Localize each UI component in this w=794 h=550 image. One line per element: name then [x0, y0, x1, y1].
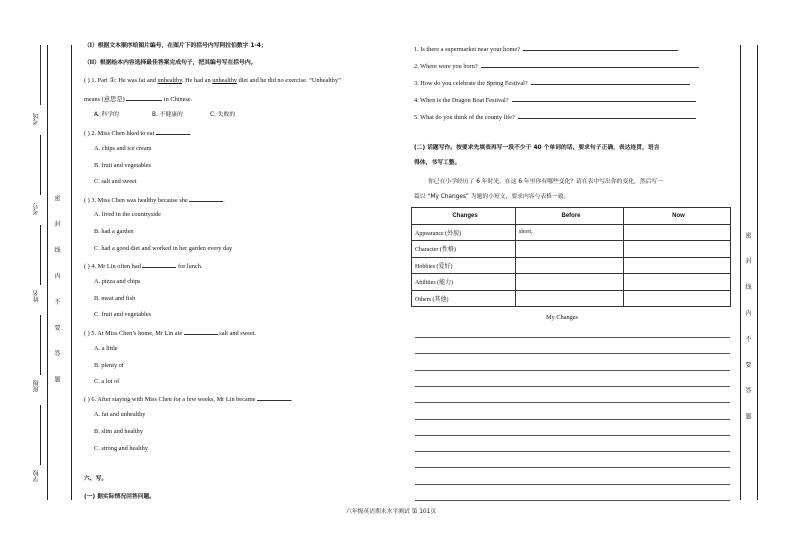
aq4-answer-line[interactable]: [512, 95, 696, 102]
writing-line: [415, 419, 730, 420]
aq1-answer-line[interactable]: [523, 44, 678, 51]
q1-answer-blank[interactable]: [126, 94, 162, 101]
part-2-title-line-2: 得体，书写工整。: [414, 160, 461, 166]
question-4: [84, 261, 203, 271]
table-row: [412, 290, 731, 307]
q1-option-a: A. 科学的: [94, 112, 119, 118]
changes-table: [411, 207, 731, 307]
writing-line: [415, 435, 730, 436]
writing-line: [415, 500, 730, 501]
essay-title: My Changes: [546, 314, 579, 321]
answer-question-1: [414, 44, 678, 54]
cell-abilities-before[interactable]: [516, 274, 624, 291]
aq5-answer-line[interactable]: [518, 112, 696, 119]
aq4-text: 4. When is the Dragon Boat Festival?: [414, 97, 509, 104]
seal-text-left: 密 封 线 内 不 要 答 题: [53, 195, 60, 392]
q6-answer-blank[interactable]: [257, 394, 291, 401]
q2-paren: ( ): [84, 130, 90, 137]
row-label-others: Others (其他): [412, 290, 516, 307]
q4-option-c: C. fruit and vegetables: [94, 311, 152, 318]
q2-answer-blank[interactable]: [156, 128, 190, 135]
question-2: [84, 128, 191, 138]
part-2-title-line-1: (二) 话题写作。按要求先填表再写一段不少于 40 个单词的话，要求句子正确，表达连贯，语言: [414, 145, 660, 151]
q3-end: .: [223, 197, 225, 204]
question-1-line-2: [84, 94, 192, 104]
q3-paren: ( ): [84, 197, 90, 204]
header-now: Now: [624, 208, 731, 225]
field-exam-number-line: [40, 135, 41, 195]
field-exam-number: 考号: [33, 203, 40, 215]
aq5-text: 5. What do you think of the county life?: [414, 114, 515, 121]
q5-paren: ( ): [84, 330, 90, 337]
writing-line: [415, 467, 730, 468]
answer-question-5: [414, 112, 696, 122]
table-row: [412, 224, 731, 241]
section-6-heading: 六、写。: [84, 476, 108, 482]
prompt-line-1: 你已在小学经历了 6 年时光，在这 6 年里你有哪些变化？请在表中写出你的变化，然后写一: [428, 179, 664, 185]
q1-line2-b: in Chinese.: [163, 96, 193, 103]
row-label-appearance: Appearance (外貌): [412, 224, 516, 241]
header-changes: Changes: [412, 208, 516, 225]
q2-option-a: A. chips and ice cream: [94, 145, 152, 152]
q6-paren: ( ): [84, 396, 90, 403]
aq3-answer-line[interactable]: [531, 78, 690, 85]
instruction-1: （I）根据文本顺序给图片编号，在图片下的括号内写阿拉伯数字 1-4；: [84, 43, 267, 49]
field-school: 学校: [33, 470, 40, 482]
aq2-text: 2. Where were you born?: [414, 63, 478, 70]
binding-line-left: [47, 45, 48, 500]
row-label-hobbies: Hobbies (爱好): [412, 257, 516, 274]
q6-option-a: A. fat and unhealthy: [94, 411, 146, 418]
header-before: Before: [516, 208, 624, 225]
answer-question-4: [414, 95, 696, 105]
section-6-part-1-heading: (一) 据实际情况回答问题。: [84, 494, 156, 500]
q3-option-c: C. had a good diet and worked in her garden every day: [94, 245, 233, 252]
q5-end: salt and sweet.: [219, 330, 257, 337]
q5-option-c: C. a lot of: [94, 378, 120, 385]
field-school-line: [40, 405, 41, 465]
question-5: [84, 328, 256, 338]
q2-text: 2. Miss Chen liked to eat: [91, 130, 155, 137]
q3-option-b: B. had a garden: [94, 228, 134, 235]
cell-character-before[interactable]: [516, 241, 624, 258]
answer-question-2: [414, 61, 699, 71]
row-label-character: Character (性格): [412, 241, 516, 258]
q1-line2-a: means (意思是): [84, 96, 125, 103]
q6-end: .: [290, 396, 293, 403]
q1-word-1: unhealthy: [157, 77, 182, 84]
writing-line: [415, 484, 730, 485]
q1-option-b: B. 不健康的: [152, 112, 183, 118]
cell-others-before[interactable]: [516, 290, 624, 307]
q4-end: for lunch.: [178, 263, 203, 270]
q5-answer-blank[interactable]: [184, 328, 218, 335]
q2-end: .: [189, 130, 192, 137]
cell-appearance-before[interactable]: short,: [516, 224, 624, 241]
field-exam-room: 考场: [33, 113, 40, 125]
answer-question-3: [414, 78, 690, 88]
writing-line: [415, 402, 730, 403]
table-row: [412, 257, 731, 274]
binding-line-right-outer: [757, 45, 758, 500]
page-footer: 六年级英语期末水平测试 第 101页: [346, 509, 437, 515]
table-header-row: [412, 208, 731, 225]
cell-character-now[interactable]: [624, 241, 731, 258]
aq1-text: 1. Is there a supermarket near your home?: [414, 46, 520, 53]
q2-option-b: B. fruit and vegetables: [94, 162, 152, 169]
q5-text: 5. At Miss Chen’s home, Mr Lin ate: [91, 330, 183, 337]
q1-paren: ( ): [84, 77, 90, 84]
q5-option-a: A. a little: [94, 345, 118, 352]
q3-option-a: A. lived in the countryside: [94, 211, 161, 218]
question-6: [84, 394, 293, 404]
q1-text-a: 1. Part ①: He was fat and: [91, 77, 158, 84]
cell-abilities-now[interactable]: [624, 274, 731, 291]
table-row: [412, 241, 731, 258]
field-exam-room-line: [40, 45, 41, 105]
q1-word-2: unhealthy: [212, 77, 238, 84]
question-1: [84, 77, 341, 85]
instruction-2: （II）根据绘本内容选择最佳答案完成句子，把其编号写在括号内。: [84, 60, 257, 66]
q1-text-b: . He had an: [181, 77, 213, 84]
writing-line: [415, 370, 730, 371]
cell-hobbies-now[interactable]: [624, 257, 731, 274]
writing-line: [415, 337, 730, 338]
q4-text: 4. Mr Lin often had: [91, 263, 141, 270]
cell-appearance-now[interactable]: [624, 224, 731, 241]
row-label-abilities: Abilities (能力): [412, 274, 516, 291]
cell-others-now[interactable]: [624, 290, 731, 307]
q4-paren: ( ): [84, 263, 90, 270]
writing-line: [415, 386, 730, 387]
q3-text: 3. Miss Chen was healthy because she: [91, 197, 188, 204]
aq3-text: 3. How do you celebrate the Spring Festival?: [414, 80, 528, 87]
binding-line-right-inner: [740, 45, 741, 500]
q6-text: 6. After staying with Miss Chen for a few weeks, Mr Lin became: [91, 396, 256, 403]
binding-line-right-of-left: [71, 45, 72, 500]
q3-answer-blank[interactable]: [189, 195, 223, 202]
question-3: [84, 195, 225, 205]
q1-option-c: C. 失败的: [210, 112, 236, 118]
writing-line: [415, 353, 730, 354]
field-name-line: [40, 225, 41, 285]
q2-option-c: C. salt and sweet: [94, 178, 137, 185]
q6-option-b: B. slim and healthy: [94, 428, 143, 435]
writing-line: [415, 451, 730, 452]
q4-answer-blank[interactable]: [142, 261, 176, 268]
q4-option-b: B. meat and fish: [94, 295, 136, 302]
seal-text-right: 密 封 线 内 不 要 答 题: [744, 232, 751, 429]
field-name: 姓名: [33, 290, 40, 302]
q6-option-c: C. strong and healthy: [94, 445, 148, 452]
q1-options: [94, 111, 235, 119]
q1-text-c: diet and he did no exercise. “Unhealthy”: [237, 77, 341, 84]
q5-option-b: B. plenty of: [94, 362, 124, 369]
cell-hobbies-before[interactable]: [516, 257, 624, 274]
field-class: 班级: [33, 380, 40, 392]
table-row: [412, 274, 731, 291]
aq2-answer-line[interactable]: [481, 61, 699, 68]
field-class-line: [40, 315, 41, 375]
prompt-line-2: 篇以 “My Changes” 为题的小短文，要求内容与表格一致。: [414, 194, 570, 200]
q4-option-a: A. pizza and chips: [94, 278, 141, 285]
